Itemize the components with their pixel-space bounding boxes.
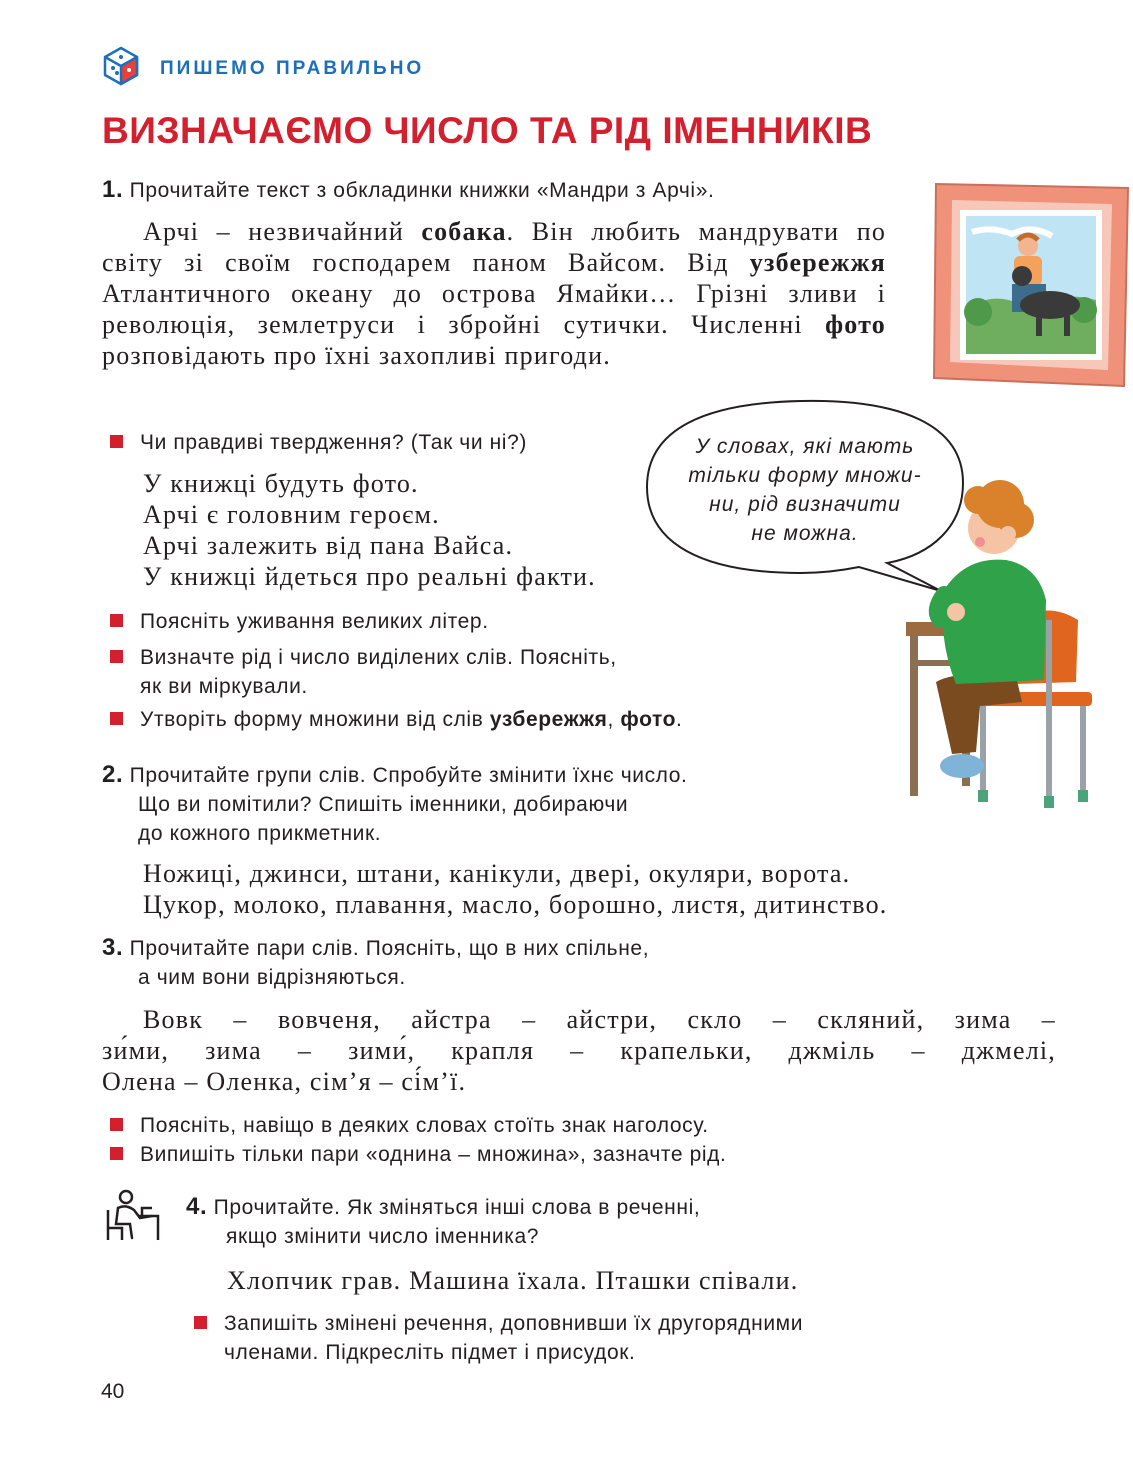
statement: Арчі залежить від пана Вайса. [143,531,514,560]
statement: Арчі є головним героєм. [143,500,440,529]
question-text: як ви міркували. [140,675,308,698]
text-fragment: . Він любить мандрувати по світу зі своїм господарем паном Вайсом. Від [102,217,887,277]
task-1-question-4 [110,705,682,734]
task-2-words [143,858,888,920]
text-fragment: Атлантичного океану до острова Ямайки… Грізні зливи і революція, землетруси і збройні сутички. Численні [102,279,886,339]
bubble-line: У словах, які мають [695,435,915,458]
task-number: 3. [102,934,124,961]
framed-picture [932,180,1132,388]
task-1-text [102,216,886,371]
bullet-square [110,712,123,725]
question-text: Поясніть, навіщо в деяких словах стоїть знак наголосу. [140,1114,709,1137]
statements-list [143,468,596,592]
bold-word: узбережжя [749,248,886,277]
question-text: членами. Підкресліть підмет і присудок. [224,1341,636,1364]
question-text: Чи правдиві твердження? (Так чи ні?) [140,431,527,454]
bold-word: узбережжя [489,708,608,731]
bullet-square [110,614,123,627]
bold-word: фото [620,708,677,731]
task-3 [102,933,649,992]
task-number: 4. [186,1193,208,1220]
separator: , [607,708,621,731]
task-instruction: Прочитайте групи слів. Спробуйте змінити їхнє число. [129,764,688,787]
task-1-question-1 [110,428,527,457]
task-instruction: якщо змінити число іменника? [226,1225,540,1248]
task-1 [102,175,902,205]
statement: У книжці йдеться про реальні факти. [143,562,596,591]
bullet-square [194,1316,207,1329]
task-1-question-3 [110,643,617,701]
task-instruction: до кожного прикметник. [138,822,382,845]
bold-word: собака [421,217,507,246]
boy-at-desk-illustration [896,470,1124,810]
task-4 [186,1192,700,1251]
task-instruction: Прочитайте текст з обкладинки книжки «Мандри з Арчі». [129,179,715,202]
question-text: Випишіть тільки пари «однина – множина», зазначте рід. [140,1143,727,1166]
page-number: 40 [101,1380,125,1403]
bubble-line: ни, рід визначити [709,493,901,516]
task-instruction: Що ви помітили? Спишіть іменники, добираючи [138,793,629,816]
question-text: Поясніть уживання великих літер. [140,610,489,633]
bullet-square [110,1118,123,1131]
bubble-line: тільки форму множи- [688,464,922,487]
question-text: Визначте рід і число виділених слів. Поясніть, [140,646,617,669]
task-3-words [102,1004,1056,1097]
statement: У книжці будуть фото. [143,469,419,498]
question-text: Утворіть форму множини від слів [140,708,490,731]
bold-word: фото [825,310,886,339]
dice-icon [103,46,139,86]
bullet-square [110,1147,123,1160]
bullet-square [110,435,123,448]
example-sentences: Хлопчик грав. Машина їхала. Пташки співали. [227,1266,799,1295]
bullet-square [110,650,123,663]
task-2 [102,760,687,848]
word-pairs: зи́ми, зима – зими́, крапля – крапельки, джміль – джмелі, [102,1036,1056,1065]
text-fragment: розповідають про їхні захопливі пригоди. [102,341,611,370]
task-instruction: Прочитайте пари слів. Поясніть, що в них спільне, [129,937,650,960]
punctuation: . [676,708,683,731]
question-text: Запишіть змінені речення, доповнивши їх другорядними [224,1312,804,1335]
task-4-question-1 [194,1309,803,1367]
task-1-question-2 [110,607,489,636]
task-number: 1. [102,176,124,203]
bubble-line: не можна. [751,522,859,545]
task-instruction: Прочитайте. Як зміняться інші слова в реченні, [213,1196,701,1219]
word-pairs: Олена – Оленка, сім’я – сі́м’ї. [102,1067,467,1096]
task-3-question-2 [110,1140,726,1169]
student-at-desk-icon [104,1188,160,1244]
page-title: ВИЗНАЧАЄМО ЧИСЛО ТА РІД ІМЕННИКІВ [102,110,873,151]
task-instruction: а чим вони відрізняються. [138,966,406,989]
word-pairs: Вовк – вовченя, айстра – айстри, скло – скляний, зима – [143,1005,1056,1034]
section-label: ПИШЕМО ПРАВИЛЬНО [160,58,425,79]
task-number: 2. [102,761,124,788]
text-fragment: Арчі – незвичайний [143,217,422,246]
task-3-question-1 [110,1111,709,1140]
word-group: Цукор, молоко, плавання, масло, борошно, листя, дитинство. [143,890,888,919]
word-group: Ножиці, джинси, штани, канікули, двері, окуляри, ворота. [143,859,851,888]
task-4-sentence [227,1265,798,1296]
